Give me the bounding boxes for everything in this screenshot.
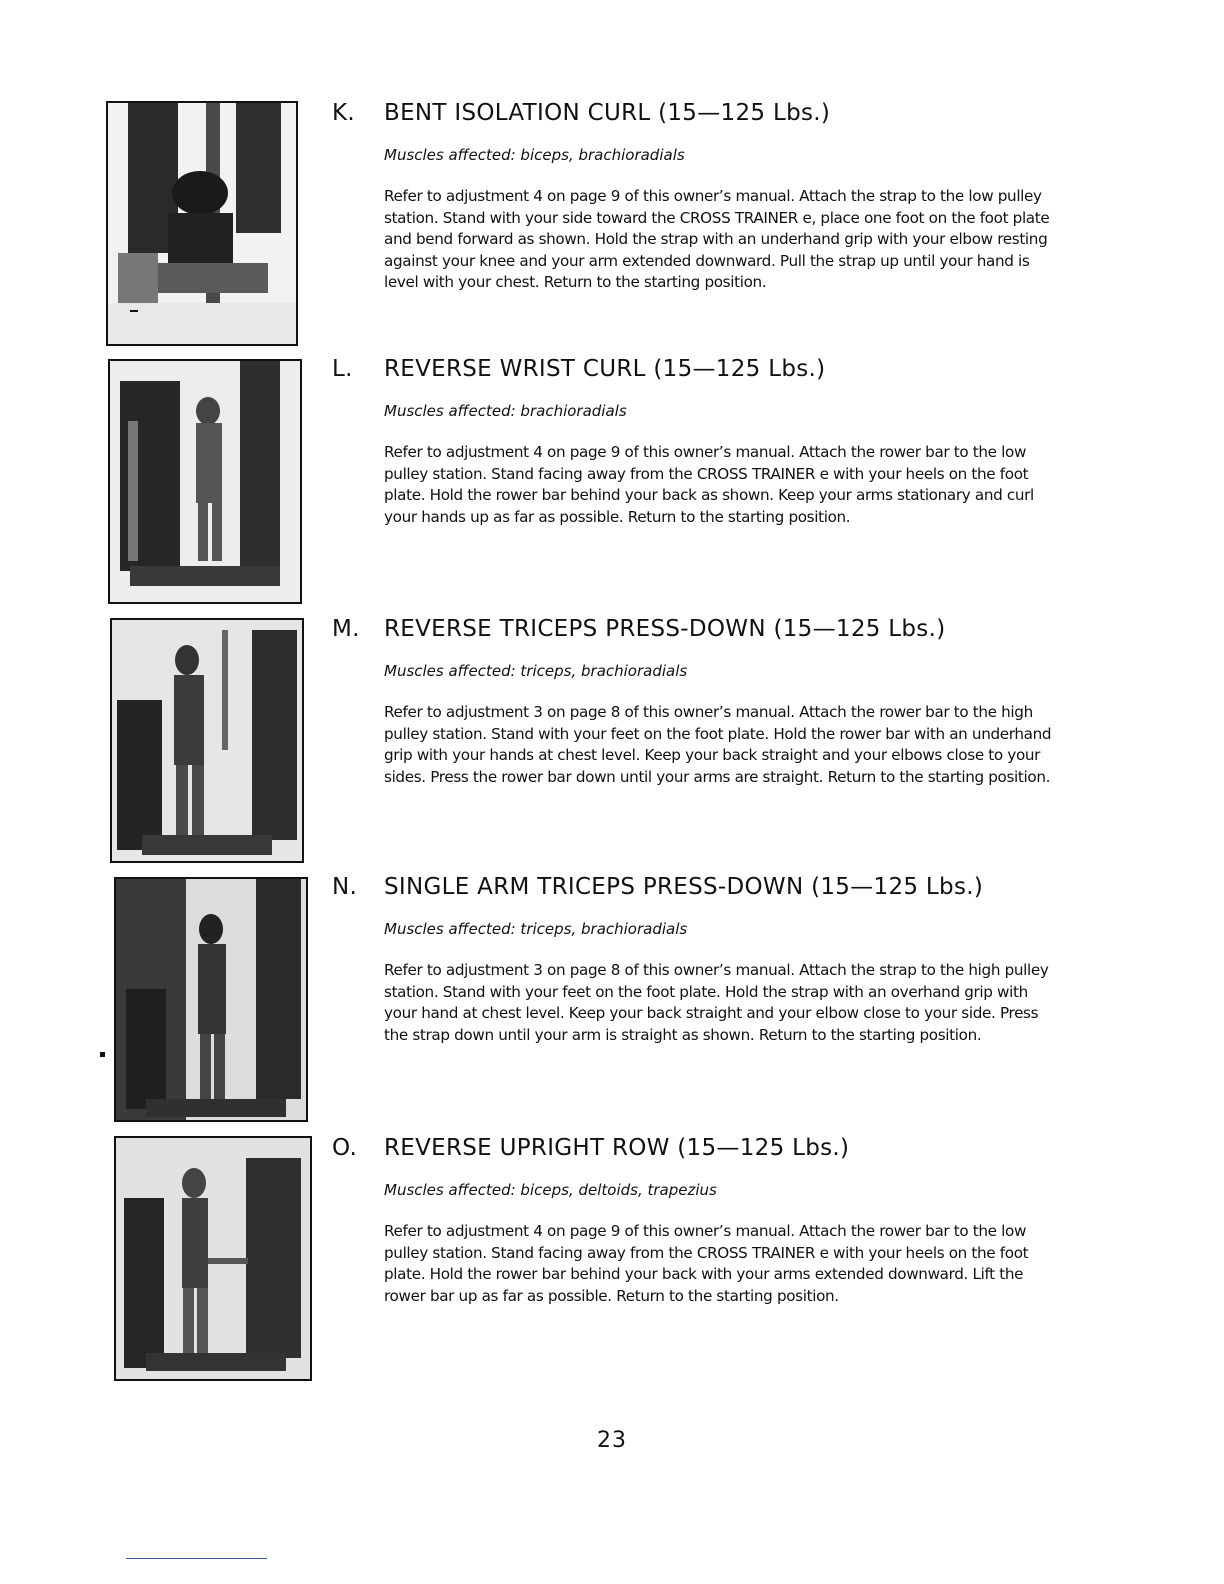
exercise-instructions: Refer to adjustment 3 on page 8 of this owner’s manual. Attach the strap to the high pulley station. Stand with your feet on the foot plate. Hold the strap with an overhand grip with your hand at chest level. Keep your back straight and your elbow close to your side. Press the strap down until your arm is straight as shown. Return to the starting position. xyxy=(384,961,1049,1044)
exercise-letter: N. xyxy=(332,874,358,900)
exercise-photo-o xyxy=(114,1136,312,1381)
muscles-affected: Muscles affected: triceps, brachioradials xyxy=(384,920,688,938)
exercise-letter: O. xyxy=(332,1135,358,1161)
exercise-letter: L. xyxy=(332,356,353,382)
exercise-photo-n xyxy=(114,877,308,1122)
photo-k-mark xyxy=(130,310,138,312)
exercise-instructions: Refer to adjustment 4 on page 9 of this owner’s manual. Attach the strap to the low pulley station. Stand with your side toward the CROSS TRAINER e, place one foot on the foot plate and bend forward as shown. Hold the strap with an underhand grip with your elbow resting against your knee and your arm extended downward. Pull the strap up until your hand is level with your chest. Return to the starting position. xyxy=(384,187,1050,291)
footer-rule xyxy=(126,1558,267,1559)
exercise-l xyxy=(332,356,1072,528)
exercise-m xyxy=(332,616,1072,788)
exercise-title xyxy=(332,100,1072,126)
exercise-title xyxy=(332,1135,1072,1161)
exercise-instructions: Refer to adjustment 4 on page 9 of this owner’s manual. Attach the rower bar to the low pulley station. Stand facing away from the CROSS TRAINER e with your heels on the foot plate. Hold the rower bar behind your back with your arms extended downward. Lift the rower bar up as far as possible. Return to the starting position. xyxy=(384,1222,1029,1305)
exercise-photo-l xyxy=(108,359,302,604)
exercise-o xyxy=(332,1135,1072,1307)
exercise-letter: M. xyxy=(332,616,360,642)
muscles-affected: Muscles affected: brachioradials xyxy=(384,402,627,420)
exercise-title xyxy=(332,616,1072,642)
exercise-name: SINGLE ARM TRICEPS PRESS-DOWN (15—125 Lbs.) xyxy=(384,874,984,900)
muscles-affected: Muscles affected: triceps, brachioradials xyxy=(384,662,688,680)
muscles-affected: Muscles affected: biceps, deltoids, trapezius xyxy=(384,1181,717,1199)
exercise-photo-m xyxy=(110,618,304,863)
photo-n-mark xyxy=(100,1052,105,1057)
exercise-name: BENT ISOLATION CURL (15—125 Lbs.) xyxy=(384,100,831,126)
page-number: 23 xyxy=(597,1428,627,1453)
exercise-n xyxy=(332,874,1072,1046)
exercise-name: REVERSE WRIST CURL (15—125 Lbs.) xyxy=(384,356,826,382)
exercise-name: REVERSE TRICEPS PRESS-DOWN (15—125 Lbs.) xyxy=(384,616,946,642)
exercise-name: REVERSE UPRIGHT ROW (15—125 Lbs.) xyxy=(384,1135,850,1161)
exercise-instructions: Refer to adjustment 4 on page 9 of this owner’s manual. Attach the rower bar to the low pulley station. Stand facing away from the CROSS TRAINER e with your heels on the foot plate. Hold the rower bar behind your back as shown. Keep your arms stationary and curl your hands up as far as possible. Return to the starting position. xyxy=(384,443,1034,526)
muscles-affected: Muscles affected: biceps, brachioradials xyxy=(384,146,685,164)
exercise-instructions: Refer to adjustment 3 on page 8 of this owner’s manual. Attach the rower bar to the high pulley station. Stand with your feet on the foot plate. Hold the rower bar with an underhand grip with your hands at chest level. Keep your back straight and your elbows close to your sides. Press the rower bar down until your arms are straight. Return to the starting position. xyxy=(384,703,1052,786)
exercise-k xyxy=(332,100,1072,294)
exercise-title xyxy=(332,356,1072,382)
exercise-title xyxy=(332,874,1072,900)
exercise-letter: K. xyxy=(332,100,355,126)
